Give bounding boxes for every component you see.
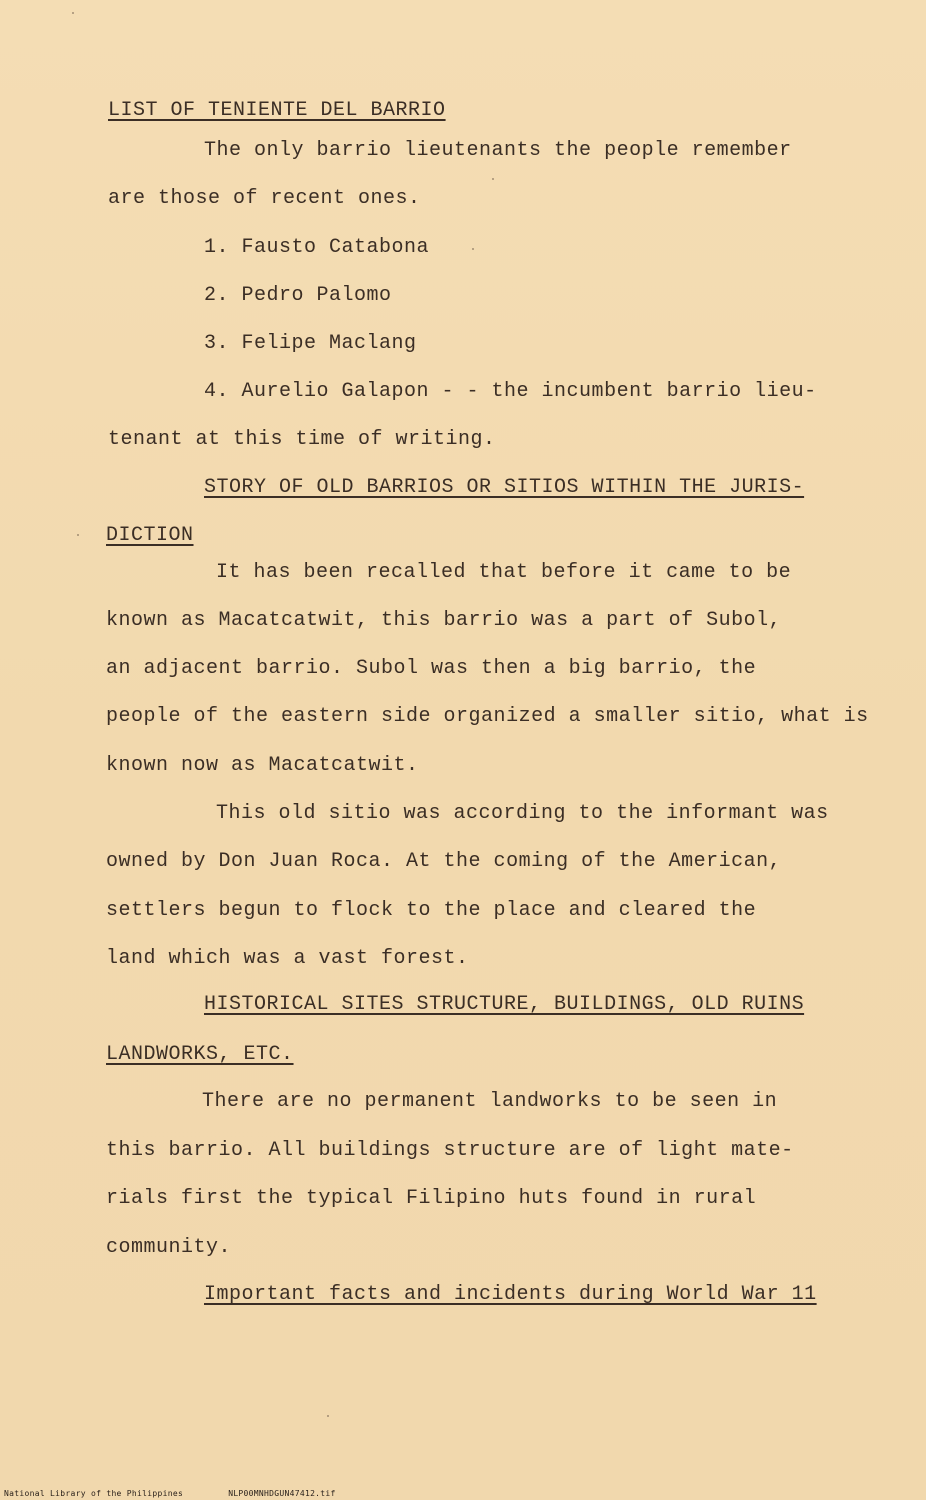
sites-line-1: There are no permanent landworks to be seen in bbox=[202, 1090, 778, 1113]
heading-war: Important facts and incidents during World War 11 bbox=[204, 1283, 817, 1306]
lieutenant-continuation: tenant at this time of writing. bbox=[108, 428, 496, 451]
story-p1-line-1: It has been recalled that before it came to be bbox=[216, 561, 792, 584]
heading-sites-2: LANDWORKS, ETC. bbox=[106, 1043, 294, 1066]
footer-library: National Library of the Philippines bbox=[4, 1489, 184, 1498]
paper-speck bbox=[472, 248, 474, 250]
story-p1-line-4: people of the eastern side organized a smaller sitio, what is bbox=[106, 705, 869, 728]
paper-speck bbox=[492, 178, 494, 180]
lieutenant-item-2: 2. Pedro Palomo bbox=[204, 284, 392, 307]
intro-line-2: are those of recent ones. bbox=[108, 187, 421, 210]
intro-line-1: The only barrio lieutenants the people remember bbox=[204, 139, 792, 162]
story-p1-line-5: known now as Macatcatwit. bbox=[106, 754, 419, 777]
sites-line-4: community. bbox=[106, 1236, 232, 1259]
heading-sites-1: HISTORICAL SITES STRUCTURE, BUILDINGS, OLD RUINS bbox=[204, 993, 805, 1016]
paper-speck bbox=[327, 1415, 329, 1417]
lieutenant-item-1: 1. Fausto Catabona bbox=[204, 236, 430, 259]
lieutenant-item-3: 3. Felipe Maclang bbox=[204, 332, 417, 355]
story-p2-line-2: owned by Don Juan Roca. At the coming of the American, bbox=[106, 850, 782, 873]
sites-line-2: this barrio. All buildings structure are of light mate- bbox=[106, 1139, 794, 1162]
footer-filename: NLP00MNHDGUN47412.tif bbox=[228, 1489, 336, 1498]
lieutenant-item-4: 4. Aurelio Galapon - - the incumbent barrio lieu- bbox=[204, 380, 817, 403]
scan-footer bbox=[4, 1489, 336, 1498]
story-p1-line-3: an adjacent barrio. Subol was then a big barrio, the bbox=[106, 657, 757, 680]
heading-lieutenants: LIST OF TENIENTE DEL BARRIO bbox=[108, 99, 446, 122]
paper-speck bbox=[77, 534, 79, 536]
heading-story-2: DICTION bbox=[106, 524, 194, 547]
heading-story-1: STORY OF OLD BARRIOS OR SITIOS WITHIN THE JURIS- bbox=[204, 476, 805, 499]
story-p2-line-3: settlers begun to flock to the place and cleared the bbox=[106, 899, 757, 922]
story-p2-line-1: This old sitio was according to the informant was bbox=[216, 802, 829, 825]
paper-speck bbox=[72, 12, 74, 14]
story-p1-line-2: known as Macatcatwit, this barrio was a part of Subol, bbox=[106, 609, 782, 632]
story-p2-line-4: land which was a vast forest. bbox=[106, 947, 469, 970]
sites-line-3: rials first the typical Filipino huts found in rural bbox=[106, 1187, 757, 1210]
